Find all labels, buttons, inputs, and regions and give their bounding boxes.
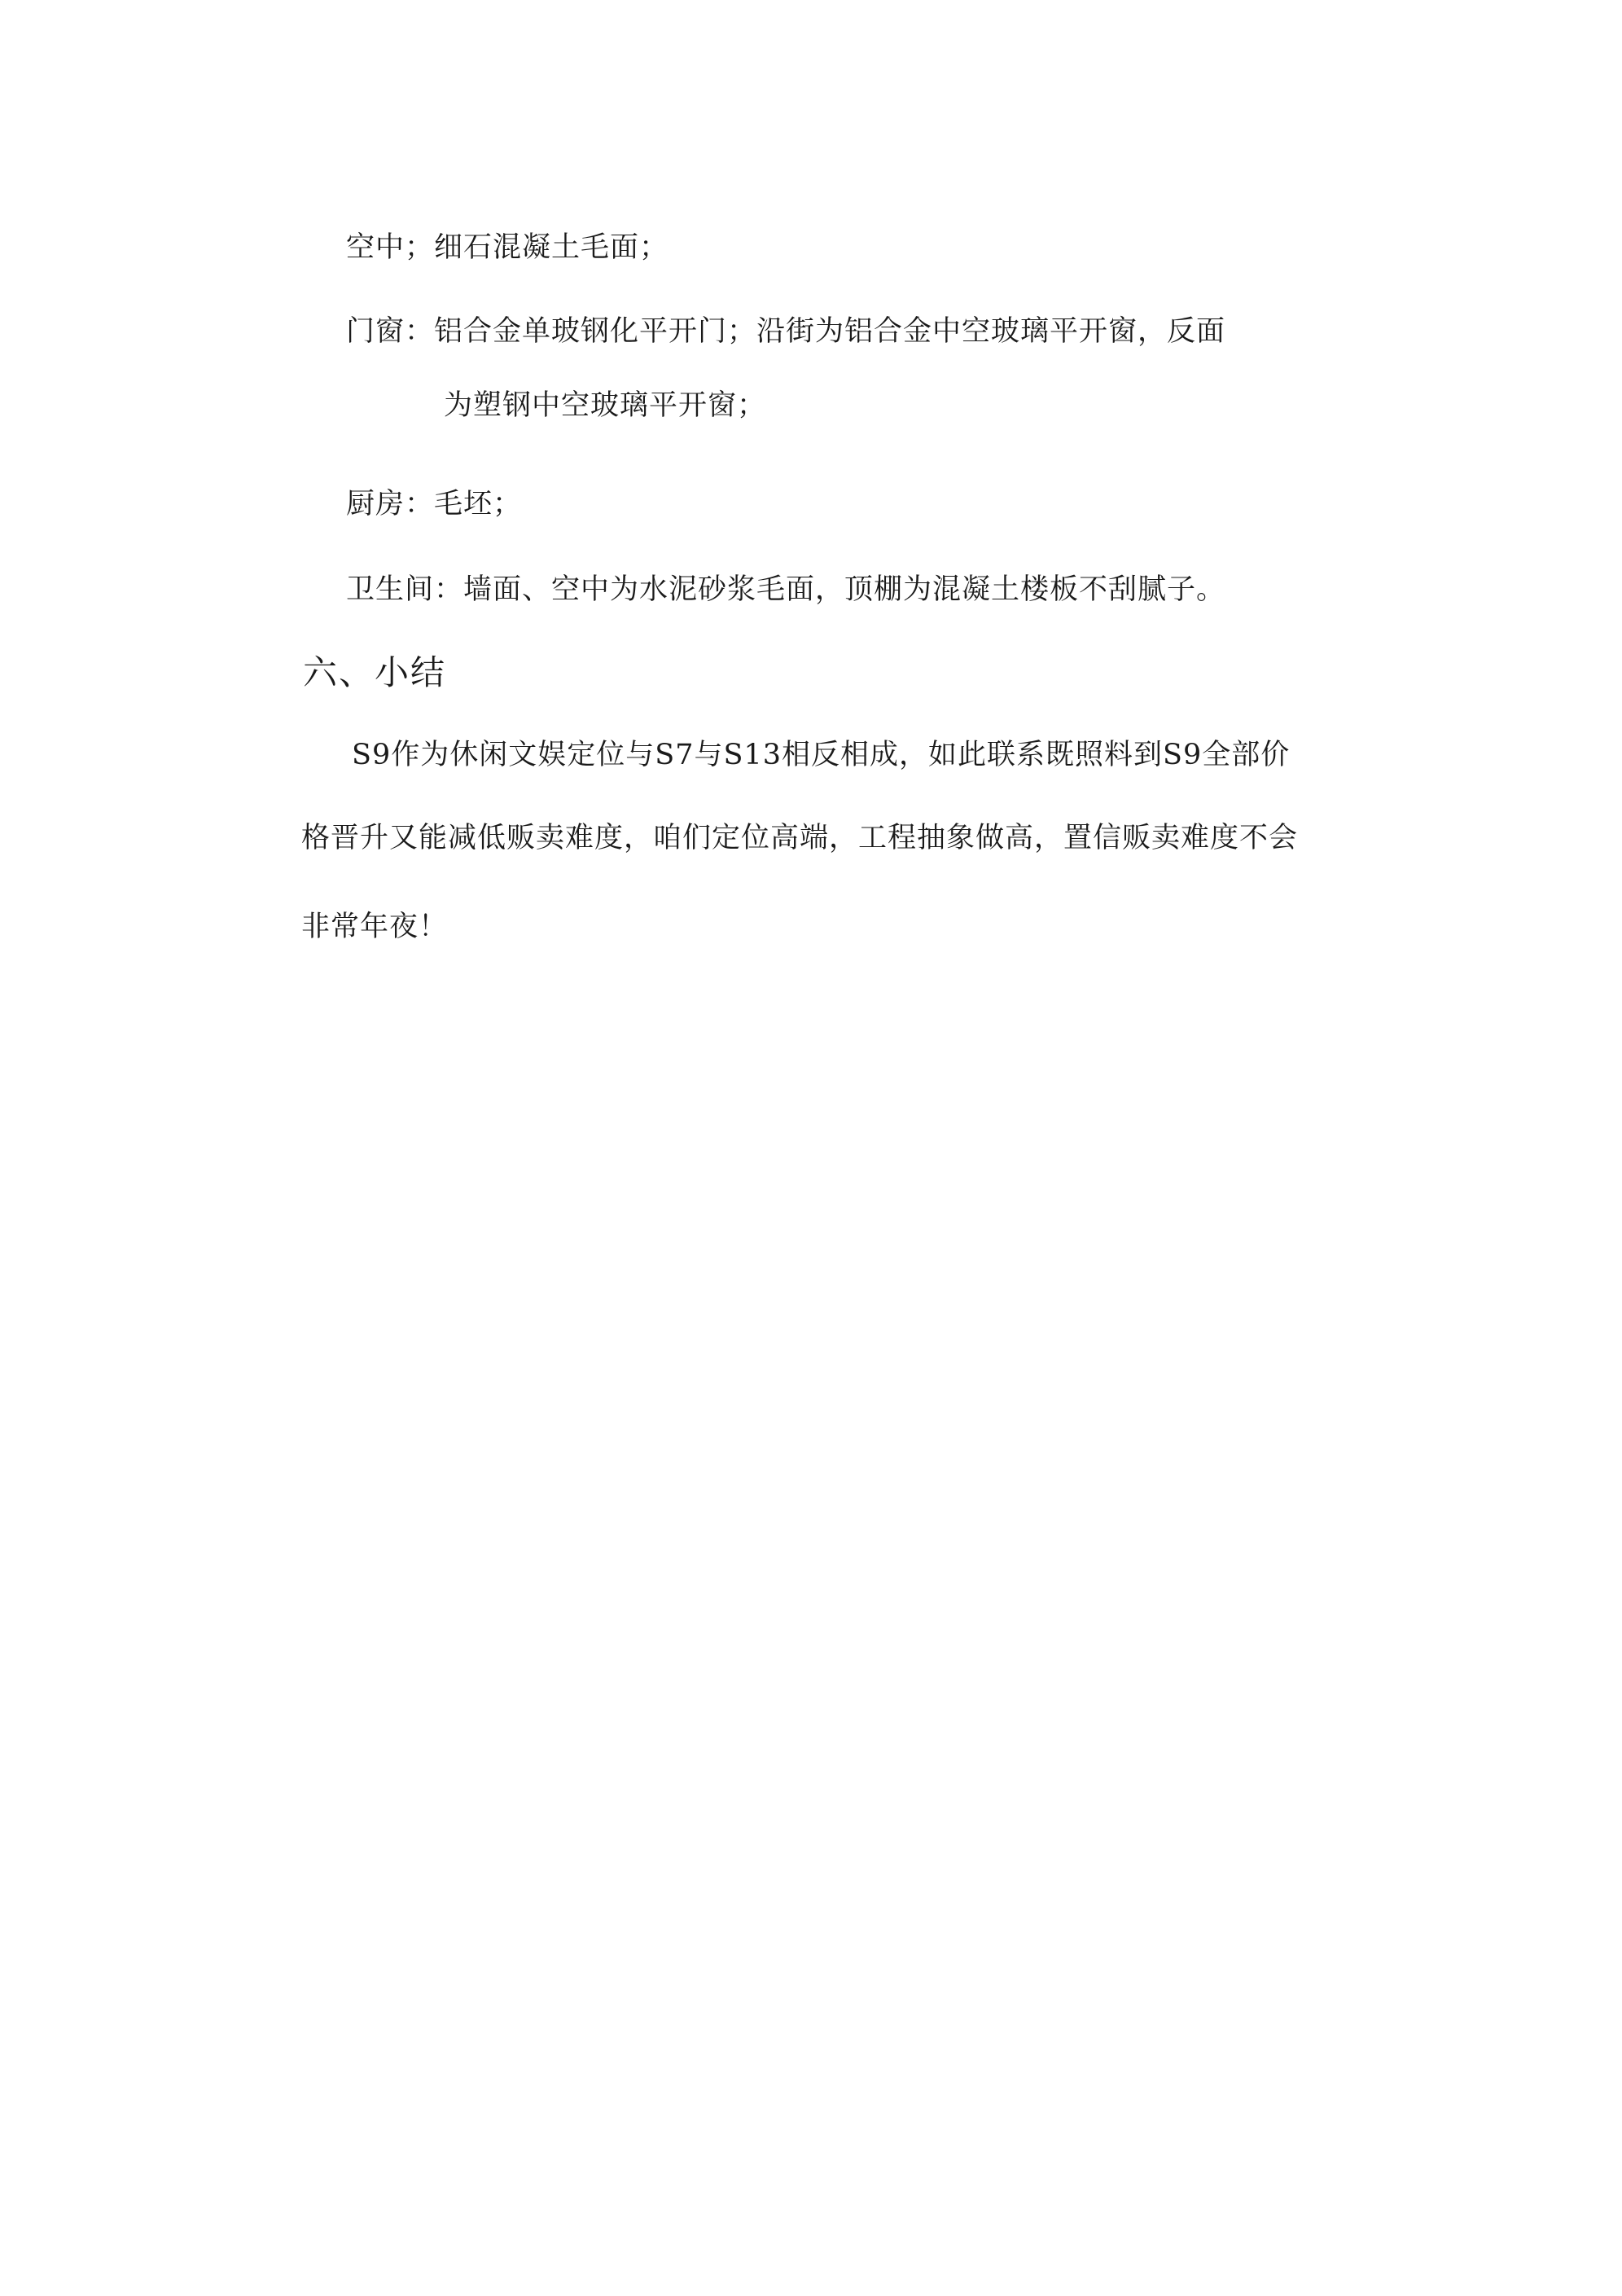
doors-windows-line-1: 门窗：铝合金单玻钢化平开门；沿街为铝合金中空玻璃平开窗，反面 [346,315,1226,348]
bathroom-finish-line: 卫生间：墙面、空中为水泥砂浆毛面，顶棚为混凝土楼板不刮腻子。 [346,573,1226,606]
doors-windows-line-2: 为塑钢中空玻璃平开窗； [444,389,767,422]
summary-line-2: 格晋升又能减低贩卖难度，咱们定位高端，工程抽象做高，置信贩卖难度不会 [301,822,1299,854]
summary-line-3: 非常年夜！ [301,911,449,943]
ceiling-finish-line: 空中；细石混凝土毛面； [346,231,669,264]
kitchen-finish-line: 厨房：毛坯； [346,488,523,520]
summary-line-1: S9作为休闲文娱定位与S7与S13相反相成，如此联系既照料到S9全部价 [352,739,1291,771]
section-heading-summary: 六、小结 [303,652,447,692]
